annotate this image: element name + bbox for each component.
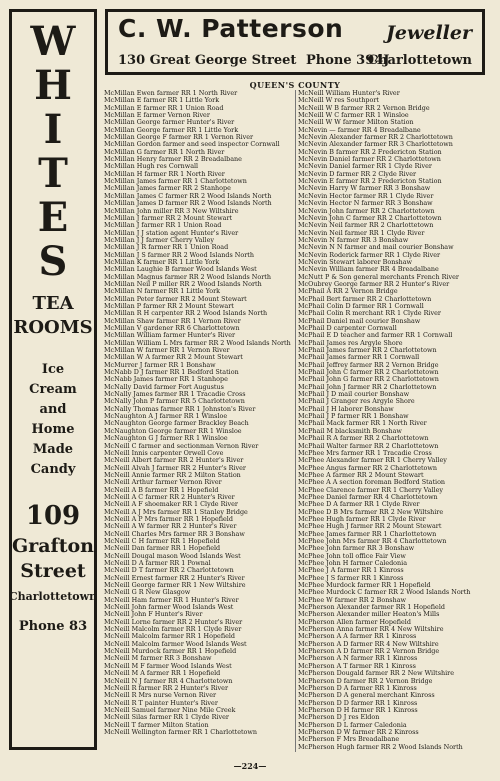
listing-entry: McNeill Malcolm farmer RR 1 Hopefield — [104, 633, 236, 641]
product-line: Made — [32, 442, 74, 457]
listing-entry: McPhail Walter farmer RR 2 Charlottetown — [298, 442, 439, 450]
listing-entry: McNabb James farmer RR 1 Stanhope — [104, 376, 228, 384]
listing-entry: McPherson F Mrs Breadalbane — [298, 736, 400, 744]
listing-entry: McPherson D farmer RR 2 Vernon Bridge — [298, 677, 433, 685]
listing-entry: McPhail M blacksmith Bonshaw — [298, 427, 402, 435]
whites-letter: H — [34, 62, 72, 109]
listing-entry: McNeill Arthur farmer Vernon River — [104, 479, 222, 487]
listing-entry: McPhail J Granger res Argyle Shore — [298, 398, 415, 406]
listing-entry: McPhee A A section foreman Bedford Station — [298, 479, 446, 487]
listing-entry: McNevin Alexander farmer RR 2 Charlottetown — [298, 134, 453, 142]
listing-entry: McNevin Hector farmer RR 1 Clyde River — [298, 192, 434, 200]
listing-entry: McNeill D A farmer RR 1 Pownal — [104, 560, 211, 567]
listing-entry: McMillan E farmer RR 1 Union Road — [104, 104, 224, 112]
listing-entry: McPherson A N farmer RR 1 Kinross — [298, 655, 418, 663]
whites-letter: W — [30, 18, 76, 65]
listing-entry: McPhee Hugh farmer RR 1 Clyde River — [298, 515, 426, 523]
listing-entry: McNeill Dan farmer RR 1 Hopefield — [104, 545, 221, 553]
listing-entry: McNevin Harry W farmer RR 3 Bonshaw — [298, 185, 431, 193]
listing-entry: McOubrey George farmer RR 2 Hunter's River — [298, 280, 450, 288]
listing-entry: McNeill W res Southport — [298, 97, 379, 105]
listing-entry: McPhail John C farmer RR 2 Charlottetown — [298, 369, 439, 377]
listing-entry: McPhee Murdock C farmer RR 2 Wood Islands North — [298, 589, 471, 597]
listing-entry: McPherson Anna farmer RR 4 New Wiltshire — [298, 626, 444, 634]
listing-entry: McPhee John toll office Fair View — [298, 552, 406, 560]
listing-entry: McNeill M F farmer Wood Islands West — [104, 662, 232, 670]
listing-entry: McNaughton George farmer RR 1 Winsloe — [104, 427, 242, 435]
listing-entry: McNeill Albert farmer RR 2 Hunter's River — [104, 457, 244, 465]
listing-entry: McPhail Jeffrey farmer RR 2 Vernon Bridge — [298, 361, 439, 369]
listing-entry: McNally David farmer Fort Augustus — [104, 383, 224, 391]
listing-entry: McPherson Allen farmer Hopefield — [298, 618, 411, 626]
street-name-line1: Grafton — [12, 535, 94, 557]
listing-entry: McPherson Hugh farmer RR 2 Wood Islands North — [298, 743, 463, 751]
listing-entry: McPhee A farmer RR 2 Mount Stewart — [298, 471, 424, 479]
listing-entry: McNevin Neil farmer RR 1 Clyde River — [298, 229, 425, 237]
listing-entry: McNeill M A farmer RR 1 Hopefield — [104, 670, 221, 678]
listing-entry: McMurrer J farmer RR 1 Bonshaw — [104, 361, 216, 369]
listing-entry: McMillan George F farmer RR 1 Vernon River — [104, 134, 254, 142]
listing-entry: McMillan Shaw farmer RR 1 Vernon River — [104, 317, 241, 325]
listing-entry: McMillan J J station agent Hunter's River — [104, 229, 239, 237]
listing-entry: McPhail Colin D farmer RR 1 Cornwall — [298, 302, 424, 310]
tea-label: TEA — [32, 293, 74, 314]
listing-entry: McPhee J A farmer RR 1 Kinross — [298, 567, 404, 575]
product-line: Cream — [29, 382, 77, 397]
whites-letter: E — [37, 194, 69, 241]
listing-entry: McNeill Wellington farmer RR 1 Charlottetown — [104, 728, 257, 736]
listing-entry: McNally John P farmer RR 5 Charlottetown — [104, 398, 245, 406]
listing-entry: McPhee D A farmer RR 1 Clyde River — [298, 501, 420, 509]
listing-entry: McNaughton George farmer Brackley Beach — [104, 420, 249, 428]
listing-entry: McPherson D A general merchant Kinross — [298, 692, 435, 700]
whites-letter: S — [38, 238, 68, 285]
listing-entry: McNeill Malcolm farmer Wood Islands West — [104, 640, 247, 648]
listing-entry: McPhee D B Mrs farmer RR 2 New Wiltshire — [298, 508, 444, 516]
street-name — [12, 534, 94, 584]
listing-entry: McPhail Daniel mail courier Bonshaw — [298, 317, 421, 325]
product-line: Home — [31, 422, 75, 437]
listing-entry: McNevin B farmer RR 2 Fredericton Station — [298, 148, 442, 156]
listing-entry: McPhee Murdock farmer RR 1 Hopefield — [298, 582, 431, 590]
listing-entry: McMillan James D farmer RR 2 Wood Islands North — [104, 200, 272, 208]
listing-entry: McNeill A W farmer RR 2 Hunter's River — [104, 523, 237, 531]
listing-entry: McPhail John G farmer RR 2 Charlottetown — [298, 376, 439, 384]
listing-entry: McNeill W W farmer Milton Station — [298, 119, 414, 127]
ad-phone: Phone 394J — [306, 53, 390, 68]
listing-entry: McNevin N farmer RR 3 Bonshaw — [298, 236, 409, 244]
listing-entry: McPhee Clarence farmer RR 1 Cherry Valley — [298, 486, 443, 494]
listing-entry: McNeill Malcolm farmer RR 1 Clyde River — [104, 626, 242, 634]
listing-entry: McNeill T farmer Milton Station — [104, 721, 209, 729]
listing-entry: McNaughton G J farmer RR 1 Winsloe — [104, 435, 228, 443]
listing-entry: McPherson D W farmer RR 2 Kinross — [298, 728, 419, 736]
listing-entry: McMillan James C farmer RR 2 Wood Islands North — [104, 192, 272, 200]
whites-letter: I — [43, 106, 63, 153]
listing-entry: McNeill Silas farmer RR 1 Clyde River — [104, 714, 229, 722]
listing-entry: McNeill C H farmer RR 1 Hopefield — [104, 537, 220, 545]
listing-entry: McNeill Charles Mrs farmer RR 3 Bonshaw — [104, 530, 245, 538]
listing-entry: McPhail R A farmer RR 2 Charlottetown — [298, 435, 429, 443]
listing-entry: McNeill John farmer Wood Islands West — [104, 604, 234, 612]
listing-entry: McNevin John farmer RR 2 Charlottetown — [298, 207, 435, 215]
listing-entry: McMillan George farmer Hunter's River — [104, 119, 235, 127]
listing-entry: McNeill C farmer and sectionman Vernon River — [104, 442, 259, 450]
listing-entry: McPhail Colin R merchant RR 1 Clyde River — [298, 310, 441, 318]
listing-entry: McPherson D H farmer RR 1 Kinross — [298, 706, 418, 714]
listing-entry: McMillan H farmer RR 1 North River — [104, 170, 225, 178]
listing-entry: McNeill N J farmer RR 4 Charlottetown — [104, 677, 233, 685]
tea-rooms-label — [13, 292, 92, 340]
listing-entry: McNevin Roderick farmer RR 1 Clyde River — [298, 251, 441, 259]
listing-entry: McPhail D carpenter Cornwall — [298, 325, 397, 332]
listing-entry: McPherson D L farmer Caledonia — [298, 721, 407, 729]
listing-entry: McMillan E farmer RR 1 Little York — [104, 97, 220, 105]
listing-entry: McMillan Henry farmer RR 2 Breadalbane — [104, 156, 242, 164]
listing-entry: McNeill A F shoemaker RR 1 Clyde River — [104, 501, 238, 509]
listing-entry: McPherson Alexander miller Heaton's Mills — [298, 611, 440, 619]
listing-entry: McPhee Angus farmer RR 2 Charlottetown — [298, 464, 437, 472]
listing-entry: McNevin — farmer RR 4 Breadalbane — [298, 126, 421, 134]
county-heading: QUEEN'S COUNTY — [249, 80, 341, 90]
listing-entry: McMillan George farmer RR 1 Little York — [104, 126, 239, 134]
products-list — [29, 360, 77, 480]
listing-entry: McPhee John farmer RR 3 Bonshaw — [298, 545, 415, 553]
listing-columns — [104, 90, 486, 752]
listing-entry: McNevin N N farmer and mail courier Bonshaw — [298, 244, 454, 252]
whites-title — [31, 20, 76, 284]
ad-phone: Phone 83 — [18, 619, 88, 634]
listing-entry: McNevin Alexander farmer RR 3 Charlottetown — [298, 141, 453, 149]
listing-entry: McPhee John H farmer Caledonia — [298, 560, 408, 567]
product-line: Candy — [30, 462, 76, 477]
whites-letter: T — [38, 150, 68, 197]
ad-trade: Jeweller — [385, 22, 472, 44]
listing-entry: McNeill A B farmer RR 1 Hopefield — [104, 486, 219, 494]
listing-entry: McNeill Dougal mason Wood Islands West — [104, 552, 241, 560]
listing-entry: McMillan Neil P miller RR 2 Wood Islands North — [104, 280, 262, 288]
listing-entry: McPhee John Mrs farmer RR 4 Charlottetown — [298, 537, 447, 545]
listing-entry: McNevin Neil farmer RR 2 Charlottetown — [298, 222, 434, 230]
street-name-line2: Street — [20, 560, 86, 582]
listing-entry: McNevin E farmer RR 2 Fredericton Station — [298, 178, 442, 186]
listing-entry: McNevin John C farmer RR 2 Charlottetown — [298, 214, 442, 222]
product-line: and — [39, 402, 67, 417]
listing-entry: McPhail J P farmer RR 1 Bonshaw — [298, 413, 409, 421]
listing-entry: McMillan Gordon farmer and seed inspector Cornwall — [104, 141, 280, 149]
listing-entry: McMillan Peter farmer RR 2 Mount Stewart — [104, 295, 247, 303]
ad-business-name: C. W. Patterson — [118, 14, 344, 43]
ad-town: Charlottetown — [367, 53, 472, 68]
left-listing-column — [104, 90, 294, 752]
listing-entry: McMillan K farmer RR 1 Little York — [104, 258, 220, 266]
listing-entry: McMillan J R farmer RR 1 Union Road — [104, 244, 229, 252]
listing-entry: McNeill W C farmer RR 1 Winsloe — [298, 112, 409, 120]
listing-entry: McPherson A D farmer RR 4 New Wiltshire — [298, 640, 439, 648]
listing-entry: McMillan N farmer RR 1 Little York — [104, 288, 221, 296]
listing-entry: McMillan J S farmer RR 2 Wood Islands North — [104, 251, 254, 259]
listing-entry: McMillan James farmer RR 2 Stanhope — [104, 185, 231, 193]
listing-entry: McMillan J farmer RR 1 Union Road — [104, 222, 222, 230]
listing-entry: McPhail Bert farmer RR 2 Charlottetown — [298, 295, 432, 303]
listing-entry: McPhee Alexander farmer RR 1 Cherry Valley — [298, 457, 447, 465]
listing-entry: McNeill Alvah J farmer RR 2 Hunter's River — [104, 464, 246, 472]
listing-entry: McNeill William Hunter's River — [298, 90, 400, 97]
listing-entry: McPhail James farmer RR 2 Charlottetown — [298, 347, 437, 355]
street-number: 109 — [25, 501, 81, 531]
listing-entry: McNeill A P Mrs farmer RR 1 Hopefield — [104, 515, 233, 523]
listing-entry: McPhee W farmer RR 2 Bonshaw — [298, 596, 406, 604]
listing-entry: McNeill R Mrs nurse Vernon River — [104, 692, 217, 700]
listing-entry: McMillan W farmer RR 1 Vernon River — [104, 347, 230, 355]
listing-entry: McNeill Innis carpenter Orwell Cove — [104, 449, 224, 457]
listing-entry: McPherson A D farmer RR 2 Vernon Bridge — [298, 648, 440, 656]
listing-entry: McNevin Daniel farmer RR 1 Clyde River — [298, 163, 432, 171]
listing-entry: McNeill Lorne farmer RR 2 Hunter's River — [104, 618, 243, 626]
listing-entry: McNeill D T farmer RR 2 Charlottetown — [104, 567, 234, 575]
listing-entry: McNevin Stewart laborer Bonshaw — [298, 258, 413, 266]
listing-entry: McNutt P & Son general merchants French River — [298, 273, 459, 281]
listing-entry: McMillan P farmer RR 2 Mount Stewart — [104, 302, 234, 310]
listing-entry: McPhee James farmer RR 1 Charlottetown — [298, 530, 437, 538]
listing-entry: McMillan Ewen farmer RR 1 North River — [104, 90, 238, 97]
listing-entry: McPhail E D teacher and farmer RR 1 Cornwall — [298, 332, 453, 340]
listing-entry: McPhail J H laborer Bonshaw — [298, 405, 394, 413]
listing-entry: McNeill M farmer RR 3 Bonshaw — [104, 655, 212, 663]
listing-entry: McNeill Samuel farmer Nine Mile Creek — [104, 706, 236, 714]
listing-entry: McNevin Daniel farmer RR 2 Charlottetown — [298, 156, 441, 164]
page-number: —224— — [233, 761, 267, 771]
listing-entry: McMillan E farmer Vernon River — [104, 112, 210, 120]
listing-entry: McMillan G farmer RR 1 North River — [104, 148, 225, 156]
listing-entry: McNeill A J Mrs farmer RR 1 Stanley Bridge — [104, 508, 248, 516]
listing-entry: McNally Thomas farmer RR 1 Johnston's River — [104, 405, 256, 413]
listing-entry: McPhail J D mail courier Bonshaw — [298, 391, 410, 399]
whites-tea-rooms-ad — [9, 9, 97, 750]
listing-entry: McNeill A C farmer RR 2 Hunter's River — [104, 493, 235, 501]
listing-entry: McMillan William farmer Hunter's River — [104, 332, 236, 340]
listing-entry: McPhee J S farmer RR 1 Kinross — [298, 574, 404, 582]
listing-entry: McMillan R H carpenter RR 2 Wood Islands North — [104, 310, 268, 318]
listing-entry: McPherson D D farmer RR 1 Kinross — [298, 699, 418, 707]
listing-entry: McMillan Hugh res Cornwall — [104, 163, 199, 171]
listing-entry: McPhail Mack farmer RR 1 North River — [298, 420, 427, 428]
listing-entry: McNevin Hector N farmer RR 3 Bonshaw — [298, 200, 433, 208]
listing-entry: McPherson A A farmer RR 1 Kinross — [298, 633, 417, 641]
listing-entry: McMillan W A farmer RR 2 Mount Stewart — [104, 354, 243, 362]
ad-address: 130 Great George Street — [118, 53, 297, 68]
listing-entry: McMillan J J farmer Cherry Valley — [104, 236, 214, 244]
listing-entry: McNeill R farmer RR 2 Hunter's River — [104, 684, 228, 692]
listing-entry: McPhee Daniel farmer RR 4 Charlottetown — [298, 493, 438, 501]
listing-entry: McNeill John F Hunter's River — [104, 611, 203, 619]
listing-entry: McNeill R T painter Hunter's River — [104, 699, 218, 707]
listing-entry: McNeill Ham farmer RR 1 Hunter's River — [104, 596, 239, 604]
listing-entry: McPhee Hugh J farmer RR 2 Mount Stewart — [298, 523, 442, 531]
listing-entry: McNally James farmer RR 1 Tracadie Cross — [104, 391, 246, 399]
listing-entry: McPherson D J res Eldon — [298, 714, 380, 722]
listing-entry: McMillan William L Mrs farmer RR 2 Wood Islands North — [104, 339, 291, 347]
listing-entry: McNevin D farmer RR 2 Clyde River — [298, 170, 417, 178]
product-line: Ice — [41, 362, 65, 377]
listing-entry: McMillan V gardener RR 6 Charlottetown — [104, 325, 240, 332]
listing-entry: McNeill Ernest farmer RR 2 Hunter's River — [104, 574, 245, 582]
listing-entry: McMillan Laughie B farmer Wood Islands West — [104, 266, 257, 274]
listing-entry: McPherson Dougald farmer RR 2 New Wiltshire — [298, 670, 454, 678]
listing-entry: McNeill George farmer RR 1 New Wiltshire — [104, 582, 246, 590]
rooms-label: ROOMS — [13, 317, 93, 338]
listing-entry: McPhail James res Argyle Shore — [298, 339, 403, 347]
listing-entry: McPhail A RR 2 Vernon Bridge — [298, 288, 398, 296]
listing-entry: McPhail John J farmer RR 2 Charlottetown — [298, 383, 437, 391]
listing-entry: McPherson D A farmer RR 1 Kinross — [298, 684, 417, 692]
listing-entry: McNaughton A J farmer RR 1 Winsloe — [104, 413, 228, 421]
listing-entry: McNeill W B farmer RR 2 Vernon Bridge — [298, 104, 430, 112]
right-listing-column — [295, 90, 485, 752]
listing-entry: McPherson A T farmer RR 1 Kinross — [298, 662, 416, 670]
listing-entry: McPherson Alexander farmer RR 1 Hopefield — [298, 604, 445, 612]
patterson-jeweller-ad — [105, 9, 485, 75]
listing-entry: McNabb D J farmer RR 1 Bedford Station — [104, 369, 239, 377]
listing-entry: McPhail James farmer RR 1 Cornwall — [298, 354, 420, 362]
listing-entry: McNevin William farmer RR 4 Breadalbane — [298, 266, 439, 274]
listing-entry: McNeill Annie farmer RR 2 Milton Station — [104, 471, 241, 479]
ad-town: Charlottetown — [8, 590, 98, 603]
listing-entry: McMillan Magnus farmer RR 2 Wood Islands North — [104, 273, 271, 281]
listing-entry: McNeill G R New Glasgow — [104, 589, 191, 597]
listing-entry: McMillan John miller RR 3 New Wiltshire — [104, 207, 239, 215]
listing-entry: McMillan J farmer RR 2 Mount Stewart — [104, 214, 233, 222]
listing-entry: McNeill Murdock farmer RR 1 Hopefield — [104, 648, 237, 656]
listing-entry: McMillan James farmer RR 1 Charlottetown — [104, 178, 247, 186]
listing-entry: McPhee Mrs farmer RR 1 Tracadie Cross — [298, 449, 432, 457]
